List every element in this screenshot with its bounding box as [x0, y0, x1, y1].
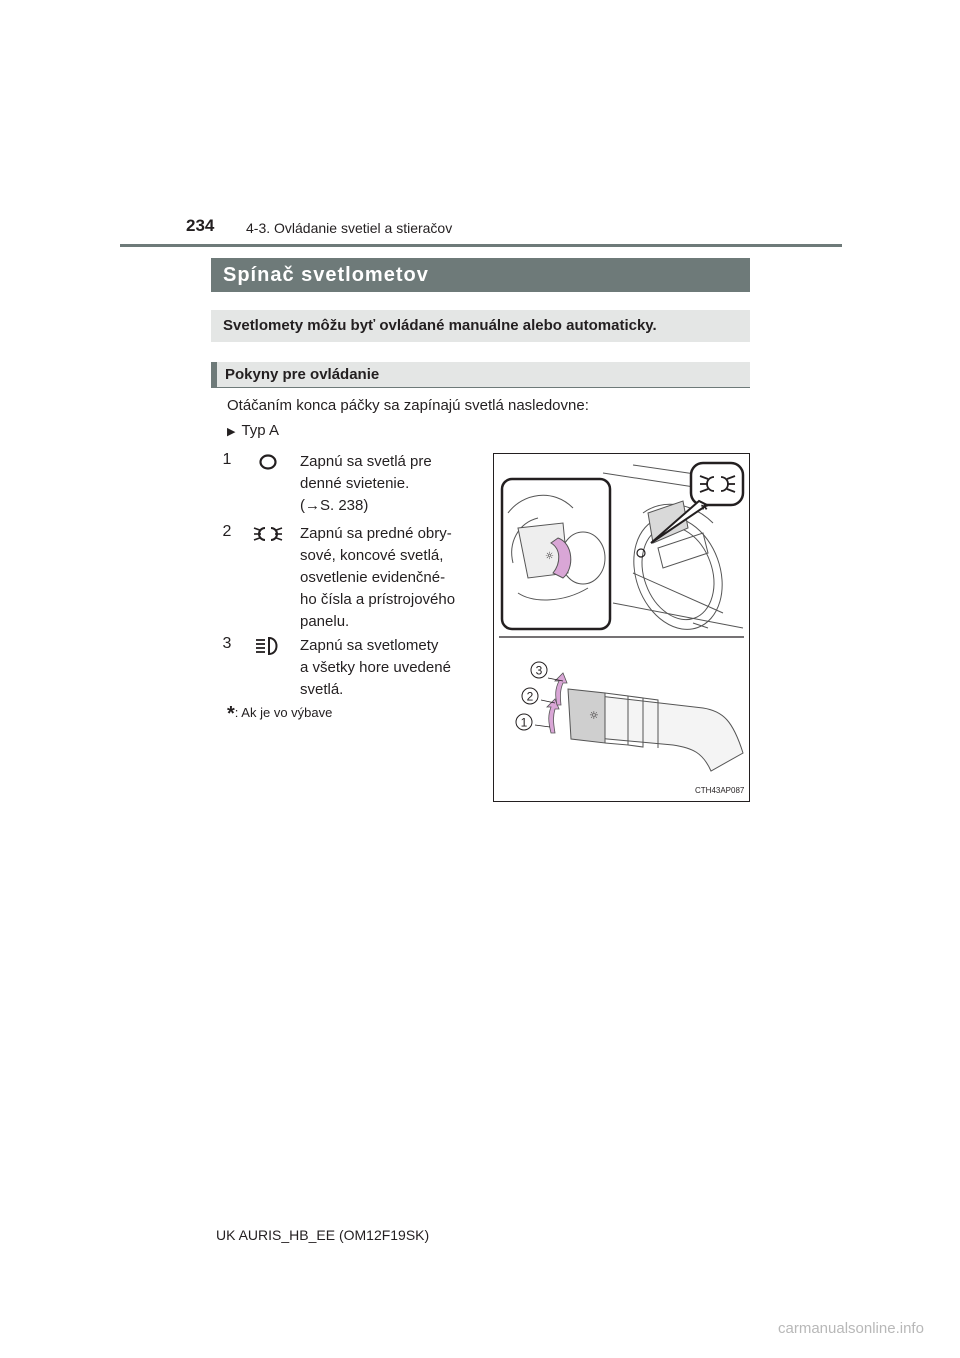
- figure-callout-1: 1: [520, 715, 528, 730]
- desc-line: Zapnú sa svetlomety: [300, 637, 439, 654]
- footnote-text: : Ak je vo výbave: [234, 705, 333, 720]
- watermark[interactable]: carmanualsonline.info: [778, 1320, 924, 1337]
- figure-code: CTH43AP087: [695, 786, 745, 795]
- type-label: [227, 422, 279, 439]
- footnote-mark: *: [227, 703, 235, 725]
- item-number-1: 1: [222, 451, 232, 468]
- daytime-running-light-icon: [251, 451, 285, 473]
- header-rule: [120, 244, 842, 247]
- svg-text:☼: ☼: [589, 709, 599, 722]
- position-light-icon: [251, 523, 285, 545]
- desc-line: osvetlenie evidenčné-: [300, 569, 446, 586]
- headlight-icon: [251, 635, 285, 657]
- page-number: 234: [186, 216, 215, 235]
- item-description-2: [300, 523, 480, 633]
- desc-line: svetlá.: [300, 681, 344, 698]
- chapter-title: 4-3. Ovládanie svetiel a stieračov: [246, 220, 453, 236]
- item-description-3: [300, 635, 480, 701]
- section-title: Spínač svetlometov: [211, 258, 750, 292]
- figure-callout-3: 3: [535, 663, 543, 678]
- item-number-2: 2: [222, 523, 232, 540]
- type-label-text: Typ A: [241, 422, 279, 439]
- desc-line: panelu.: [300, 613, 350, 630]
- desc-line: Zapnú sa predné obry-: [300, 525, 452, 542]
- subheading: Pokyny pre ovládanie: [211, 362, 750, 387]
- summary-box: Svetlomety môžu byť ovládané manuálne alebo automaticky.: [211, 310, 750, 342]
- desc-line: ho čísla a prístrojového: [300, 591, 456, 608]
- desc-line: (→S. 238): [300, 497, 369, 514]
- svg-text:☼: ☼: [545, 551, 554, 562]
- footer-model-code: UK AURIS_HB_EE (OM12F19SK): [216, 1227, 430, 1243]
- desc-line: Zapnú sa svetlá pre: [300, 453, 432, 470]
- bullet-triangle-icon: ▶: [227, 426, 236, 438]
- desc-line: denné svietenie.: [300, 475, 410, 492]
- intro-text: Otáčaním konca páčky sa zapínajú svetlá nasledovne:: [227, 397, 589, 414]
- subheading-rule: [211, 387, 750, 388]
- figure-callout-2: 2: [526, 689, 534, 704]
- desc-line: sové, koncové svetlá,: [300, 547, 444, 564]
- light-switch-illustration: [493, 453, 750, 802]
- item-description-1: [300, 451, 480, 517]
- figure-star: *: [701, 500, 709, 520]
- desc-line: a všetky hore uvedené: [300, 659, 451, 676]
- footnote: [227, 703, 332, 726]
- item-number-3: 3: [222, 635, 232, 652]
